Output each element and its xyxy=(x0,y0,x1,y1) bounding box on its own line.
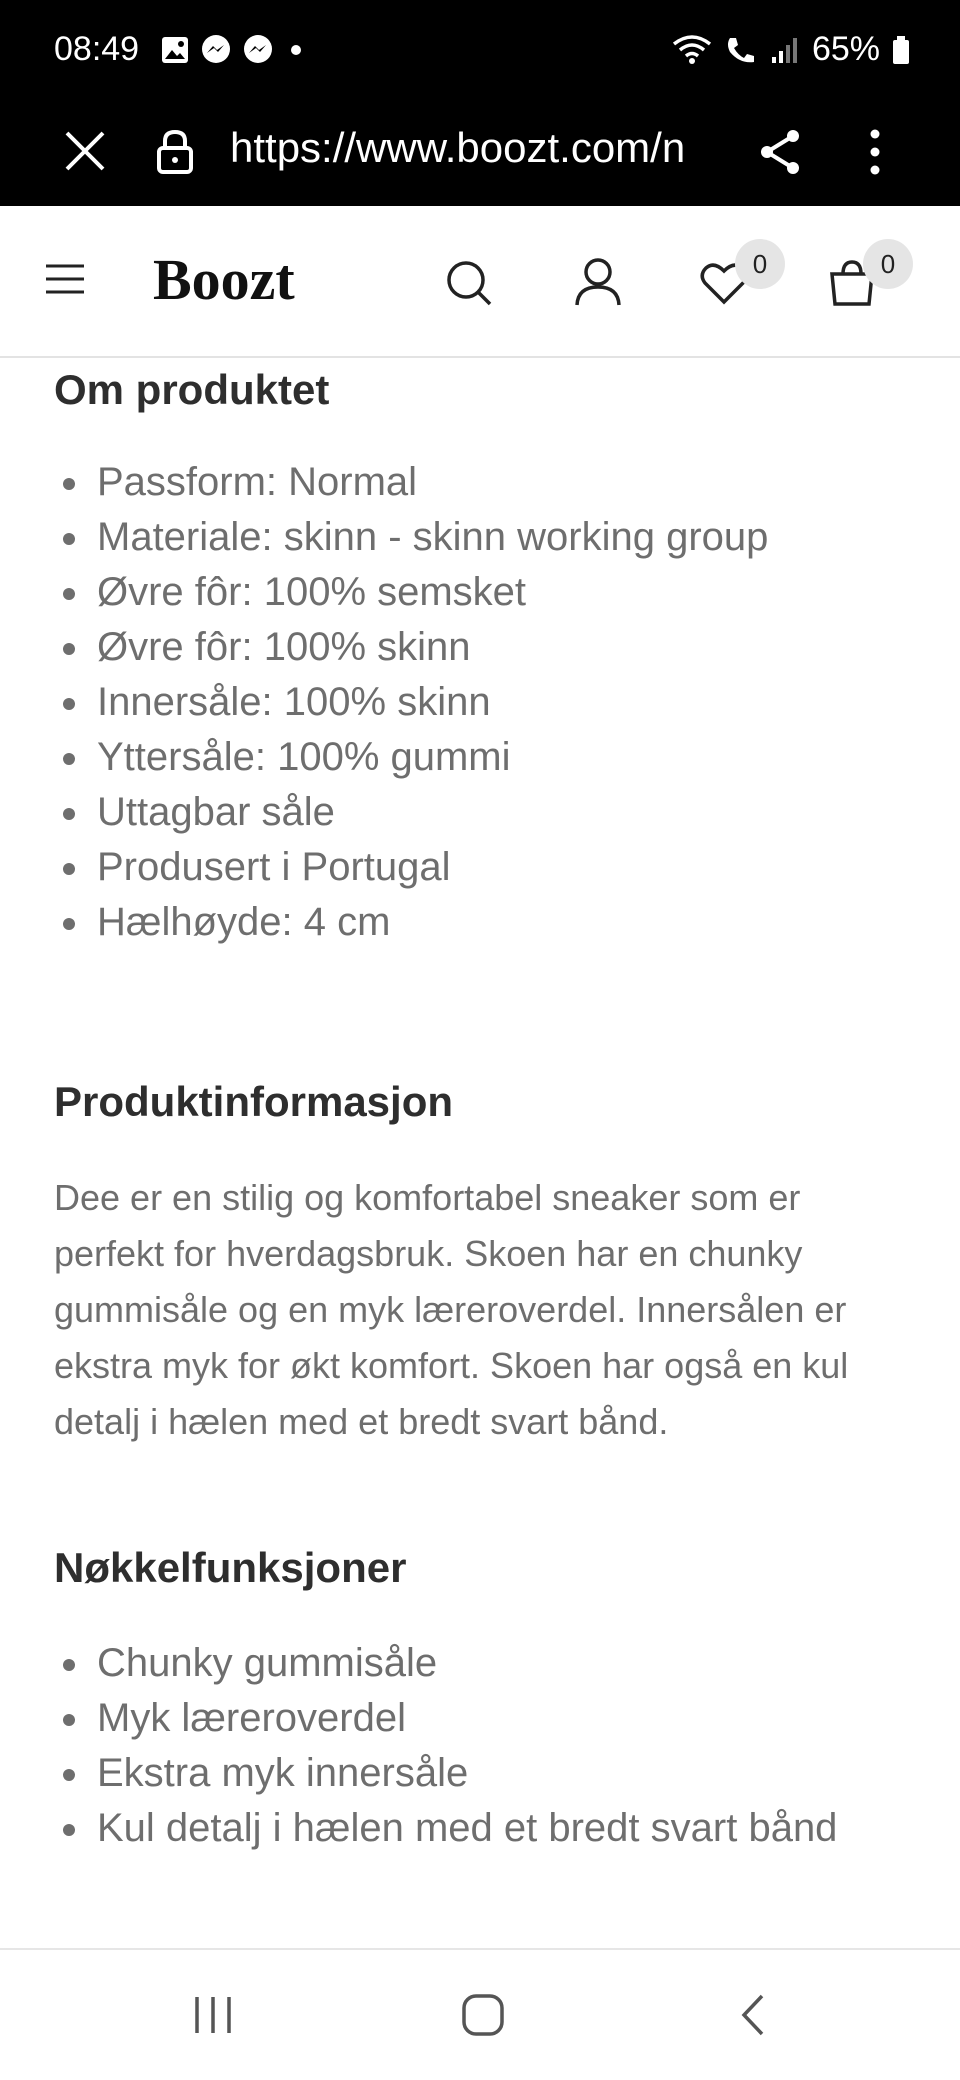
call-icon xyxy=(724,34,758,66)
list-item: Øvre fôr: 100% skinn xyxy=(54,620,924,675)
product-description xyxy=(54,1170,924,1450)
list-item: Passform: Normal xyxy=(54,455,924,510)
key-features-list xyxy=(54,1636,924,1856)
user-icon[interactable] xyxy=(572,254,624,310)
list-item: Materiale: skinn - skinn working group xyxy=(54,510,924,565)
description-line: perfekt for hverdagsbruk. Skoen har en chunky xyxy=(54,1233,803,1274)
list-item: Yttersåle: 100% gummi xyxy=(54,730,924,785)
recent-apps-icon[interactable] xyxy=(186,1988,240,2042)
list-item: Øvre fôr: 100% semsket xyxy=(54,565,924,620)
notification-icons xyxy=(160,34,308,66)
list-item: Produsert i Portugal xyxy=(54,840,924,895)
list-item: Innersåle: 100% skinn xyxy=(54,675,924,730)
list-item: Ekstra myk innersåle xyxy=(54,1746,924,1801)
home-icon[interactable] xyxy=(456,1988,510,2042)
signal-icon xyxy=(770,35,800,65)
dot-icon xyxy=(284,38,308,62)
product-details xyxy=(54,358,924,1856)
about-list xyxy=(54,455,924,950)
share-icon[interactable] xyxy=(755,124,805,180)
key-features-title: Nøkkelfunksjoner xyxy=(54,1544,407,1591)
more-icon[interactable] xyxy=(855,124,895,180)
battery-percent: 65% xyxy=(811,30,880,68)
close-icon[interactable] xyxy=(60,126,110,176)
list-item: Chunky gummisåle xyxy=(54,1636,924,1691)
lock-icon[interactable] xyxy=(150,124,200,180)
browser-bar xyxy=(0,100,960,206)
status-bar xyxy=(0,0,960,100)
system-navigation-bar xyxy=(0,1948,960,2080)
site-header xyxy=(0,206,960,358)
list-item: Uttagbar såle xyxy=(54,785,924,840)
cart-count-badge: 0 xyxy=(863,239,913,289)
back-icon[interactable] xyxy=(726,1988,780,2042)
list-item: Hælhøyde: 4 cm xyxy=(54,895,924,950)
list-item: Myk læreroverdel xyxy=(54,1691,924,1746)
description-line: Dee er en stilig og komfortabel sneaker som er xyxy=(54,1177,801,1218)
url-bar[interactable]: https://www.boozt.com/n xyxy=(230,124,686,171)
menu-icon[interactable] xyxy=(42,256,88,302)
description-line: gummisåle og en myk læreroverdel. Innersålen er xyxy=(54,1289,847,1330)
battery-icon xyxy=(892,35,910,65)
wifi-icon xyxy=(672,34,712,66)
description-line: detalj i hælen med et bredt svart bånd. xyxy=(54,1401,669,1442)
search-icon[interactable] xyxy=(442,256,496,310)
list-item: Kul detalj i hælen med et bredt svart bånd xyxy=(54,1801,924,1856)
about-title: Om produktet xyxy=(54,366,330,413)
messenger-icon xyxy=(242,34,274,66)
system-icons xyxy=(672,30,910,69)
description-line: ekstra myk for økt komfort. Skoen har også en kul xyxy=(54,1345,849,1386)
messenger-icon xyxy=(200,34,232,66)
status-time: 08:49 xyxy=(54,30,140,68)
gallery-icon xyxy=(160,35,190,65)
product-info-title: Produktinformasjon xyxy=(54,1078,454,1125)
boozt-logo[interactable]: Boozt xyxy=(153,247,295,312)
wishlist-count-badge: 0 xyxy=(735,239,785,289)
